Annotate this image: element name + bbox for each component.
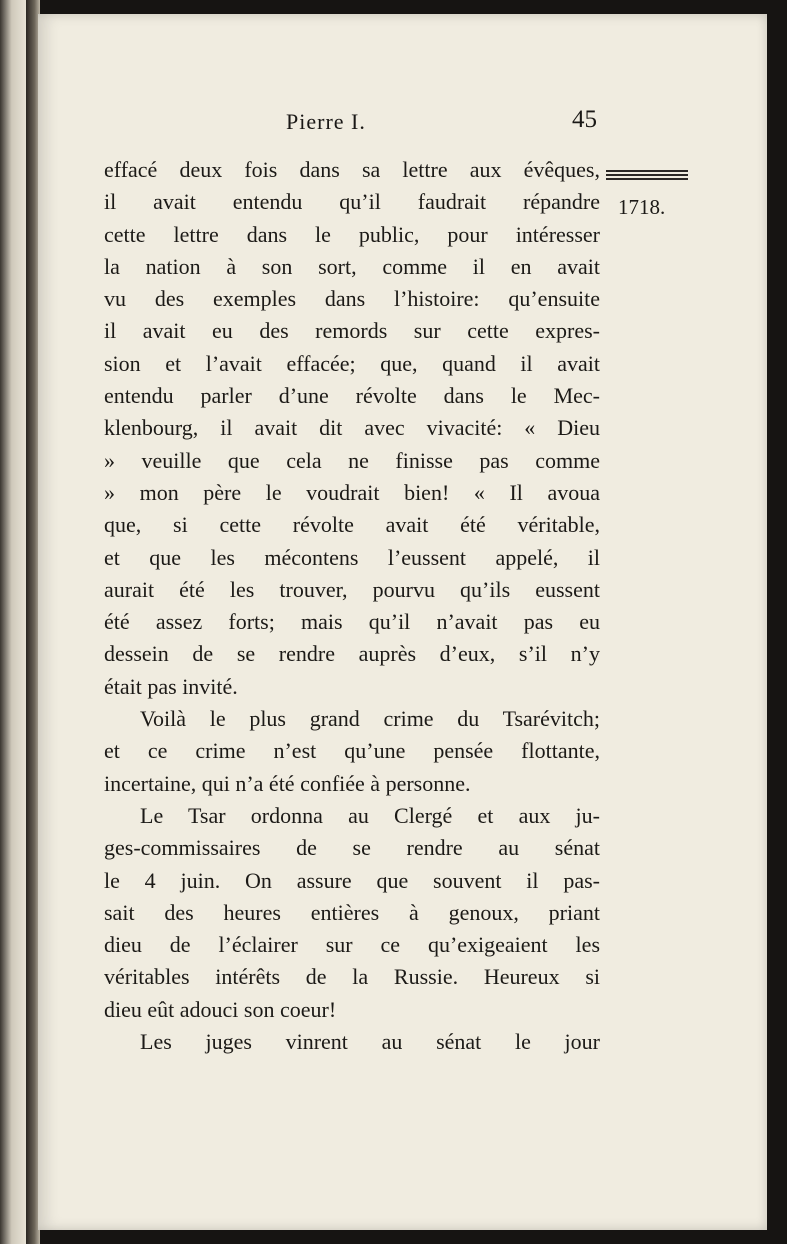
text-line: vu des exemples dans l’histoire: qu’ensuite: [104, 286, 600, 312]
text-line: véritables intérêts de la Russie. Heureux si: [104, 964, 600, 990]
text-line: et que les mécontens l’eussent appelé, il: [104, 544, 600, 570]
facing-page-edge: [0, 0, 26, 1244]
body-text: [104, 154, 600, 1058]
text-line: sait des heures entières à genoux, priant: [104, 899, 600, 925]
margin-year-note: 1718.: [618, 195, 666, 219]
text-line: dieu de l’éclairer sur ce qu’exigeaient les: [104, 932, 600, 958]
text-line: incertaine, qui n’a été confiée à personne.: [104, 770, 471, 796]
text-line: klenbourg, il avait dit avec vivacité: « Dieu: [104, 415, 600, 441]
text-line: cette lettre dans le public, pour intéresser: [104, 221, 600, 247]
text-line: ges-commissaires de se rendre au sénat: [104, 835, 600, 861]
text-line: dieu eût adouci son coeur!: [104, 996, 337, 1022]
text-line: » veuille que cela ne finisse pas comme: [104, 447, 600, 473]
page-number: 45: [572, 106, 597, 133]
text-line: Le Tsar ordonna au Clergé et aux ju-: [140, 802, 600, 828]
text-line: la nation à son sort, comme il en avait: [104, 253, 600, 279]
text-line: Voilà le plus grand crime du Tsarévitch;: [140, 706, 600, 732]
text-line: le 4 juin. On assure que souvent il pas-: [104, 867, 600, 893]
running-title: Pierre I.: [286, 109, 366, 134]
text-line: sion et l’avait effacée; que, quand il avait: [104, 350, 600, 376]
text-line: Les juges vinrent au sénat le jour: [140, 1029, 600, 1055]
margin-rule: [606, 170, 688, 182]
text-line: » mon père le voudrait bien! « Il avoua: [104, 479, 600, 505]
text-line: et ce crime n’est qu’une pensée flottante,: [104, 738, 600, 764]
text-line: que, si cette révolte avait été véritable,: [104, 512, 600, 538]
text-line: effacé deux fois dans sa lettre aux évêques,: [104, 157, 600, 182]
text-line: il avait entendu qu’il faudrait répandre: [104, 189, 600, 215]
text-line: été assez forts; mais qu’il n’avait pas eu: [104, 609, 600, 635]
text-line: était pas invité.: [104, 673, 238, 699]
text-line: il avait eu des remords sur cette expres-: [104, 318, 600, 344]
text-line: dessein de se rendre auprès d’eux, s’il n’y: [104, 641, 600, 667]
text-line: aurait été les trouver, pourvu qu’ils eussent: [104, 576, 600, 602]
text-line: entendu parler d’une révolte dans le Mec-: [104, 383, 600, 409]
